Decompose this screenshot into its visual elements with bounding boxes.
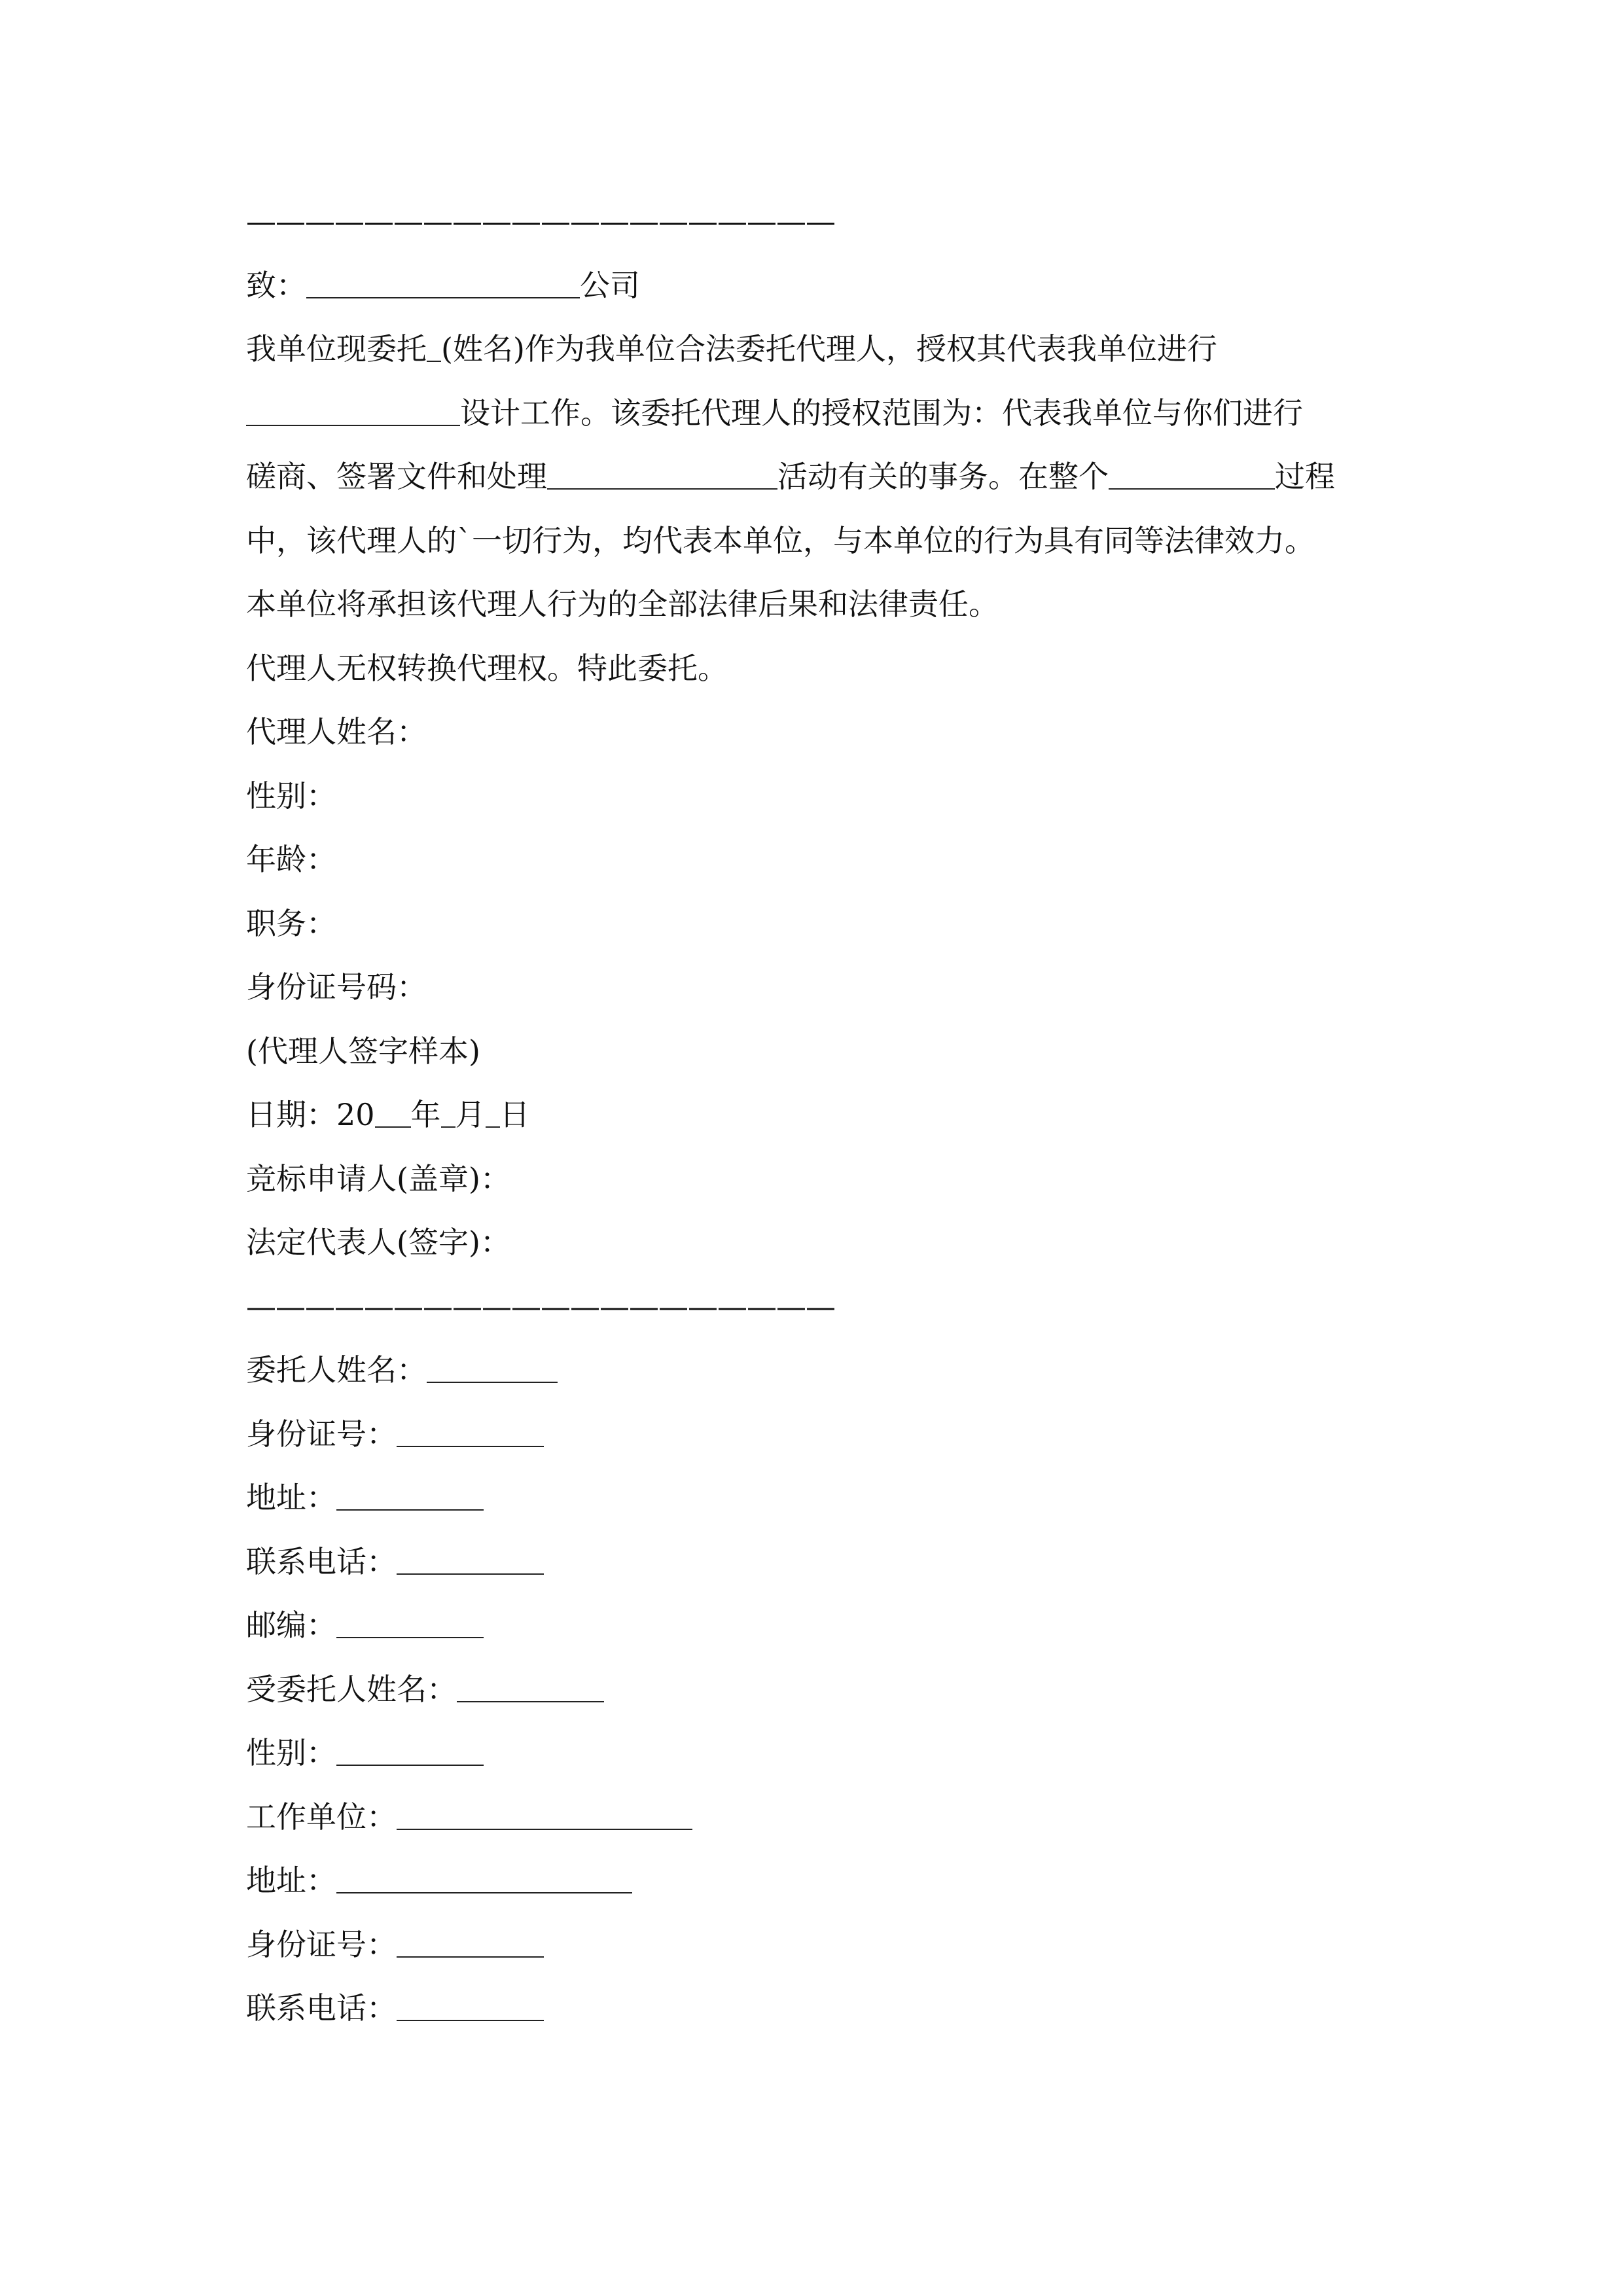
agentee-id-label: 身份证号：	[246, 1926, 397, 1962]
principal-name-label: 委托人姓名：	[246, 1352, 427, 1388]
agentee-gender-field	[246, 1721, 1398, 1785]
agentee-gender-blank	[336, 1738, 484, 1766]
agentee-phone-label: 联系电话：	[246, 1990, 397, 2026]
agent-position-field: 职务：	[246, 905, 336, 941]
principal-id-field	[246, 1403, 1398, 1467]
name-blank	[427, 334, 441, 362]
paragraph-line-2	[246, 382, 1398, 446]
activity-blank	[547, 462, 777, 490]
agentee-address-blank	[336, 1866, 632, 1893]
principal-id-label: 身份证号：	[246, 1416, 397, 1452]
agentee-gender-label: 性别：	[246, 1735, 336, 1770]
principal-zip-field	[246, 1594, 1398, 1658]
principal-address-field	[246, 1466, 1398, 1530]
agentee-name-label: 受委托人姓名：	[246, 1671, 457, 1707]
year-blank	[375, 1100, 411, 1128]
principal-zip-blank	[336, 1611, 484, 1638]
document-body	[246, 190, 1398, 2041]
p3-c: 过程	[1275, 459, 1335, 494]
p1-text-a	[246, 317, 1217, 382]
agentee-work-blank	[397, 1803, 692, 1830]
agent-age-field: 年龄：	[246, 842, 336, 877]
principal-name-blank	[427, 1355, 558, 1383]
paragraph-line-3	[246, 445, 1398, 509]
agentee-phone-field	[246, 1977, 1398, 2041]
signature-sample-field: (代理人签字样本)	[246, 1033, 480, 1069]
agentee-work-field	[246, 1785, 1398, 1850]
date-year: 年	[410, 1097, 441, 1132]
p3-b: 活动有关的事务。在整个	[777, 459, 1109, 494]
principal-phone-blank	[397, 1547, 544, 1575]
agentee-address-field	[246, 1849, 1398, 1913]
middle-rule: ————————————————————	[246, 1288, 835, 1324]
date-line	[246, 1083, 1398, 1147]
company-blank	[306, 271, 580, 298]
principal-id-blank	[397, 1420, 544, 1447]
agent-id-field: 身份证号码：	[246, 969, 427, 1005]
principal-phone-label: 联系电话：	[246, 1543, 397, 1579]
p3-a: 磋商、签署文件和处理	[246, 459, 547, 494]
paragraph-line-6: 代理人无权转换代理权。特此委托。	[246, 650, 728, 686]
date-month: 月	[455, 1097, 486, 1132]
paragraph-line-4: 中，该代理人的`一切行为，均代表本单位，与本单位的行为具有同等法律效力。	[246, 522, 1315, 558]
principal-name-field	[246, 1338, 1398, 1403]
date-prefix: 日期：20	[246, 1097, 375, 1132]
top-rule: ————————————————————	[246, 204, 835, 239]
agent-name-field: 代理人姓名：	[246, 714, 427, 749]
agentee-id-field	[246, 1913, 1398, 1977]
agentee-phone-blank	[397, 1994, 544, 2021]
principal-address-blank	[336, 1483, 484, 1511]
agentee-work-label: 工作单位：	[246, 1799, 397, 1835]
applicant-field: 竞标申请人(盖章)：	[246, 1160, 510, 1196]
p1-b: (姓名)作为我单位合法委托代理人，授权其代表我单位进行	[441, 331, 1217, 367]
agentee-address-label: 地址：	[246, 1863, 336, 1898]
addressee-suffix: 公司	[580, 267, 640, 303]
process-blank	[1109, 462, 1275, 490]
agentee-name-blank	[457, 1675, 604, 1702]
date-day: 日	[499, 1097, 530, 1132]
month-blank	[441, 1100, 455, 1128]
paragraph-line-5: 本单位将承担该代理人行为的全部法律后果和法律责任。	[246, 586, 999, 622]
addressee-line	[246, 254, 1398, 318]
p1-a: 我单位现委托	[246, 331, 427, 367]
addressee-prefix: 致：	[246, 267, 306, 303]
design-blank	[246, 399, 460, 426]
agent-gender-field: 性别：	[246, 778, 336, 814]
agentee-id-blank	[397, 1930, 544, 1958]
agentee-name-field	[246, 1658, 1398, 1722]
p2-b: 设计工作。该委托代理人的授权范围为：代表我单位与你们进行	[460, 395, 1303, 431]
principal-address-label: 地址：	[246, 1480, 336, 1515]
principal-phone-field	[246, 1530, 1398, 1594]
principal-zip-label: 邮编：	[246, 1607, 336, 1643]
legal-rep-field: 法定代表人(签字)：	[246, 1225, 510, 1260]
paragraph-line-1	[246, 317, 1398, 382]
day-blank	[486, 1100, 500, 1128]
